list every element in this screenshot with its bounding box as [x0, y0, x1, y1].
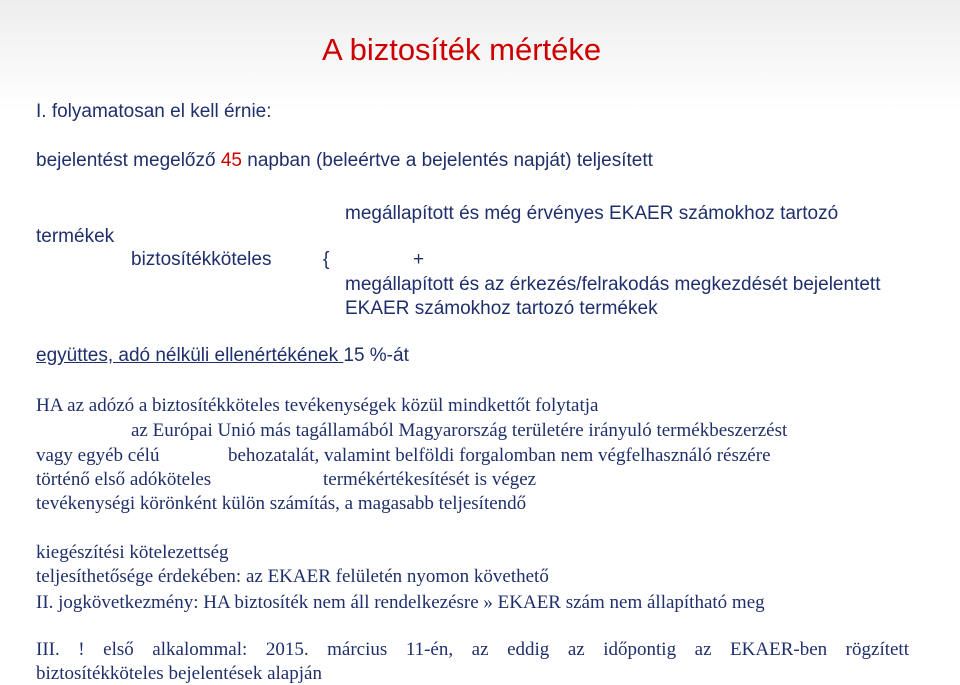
eligible-option-2-line-2: EKAER számokhoz tartozó termékek [345, 298, 658, 319]
section-2-line: II. jogkövetkezmény: HA biztosíték nem áll rendelkezésre » EKAER szám nem állapítható meg [36, 592, 765, 613]
report-days: 45 [220, 150, 242, 171]
plus-symbol: + [413, 249, 425, 270]
percent-underlined: együttes, adó nélküli ellenértékének [36, 345, 344, 366]
report-pre: bejelentést megelőző [36, 150, 221, 171]
supplement-line-2: teljesíthetősége érdekében: az EKAER felületén nyomon követhető [36, 566, 549, 587]
section-3-line-2: biztosítékköteles bejelentések alapján [36, 663, 322, 684]
percent-rest: 15 %-át [343, 345, 409, 366]
subject-label: biztosítékköteles [131, 249, 272, 270]
report-post: teljesített [571, 150, 653, 171]
page-title: A biztosíték mértéke [322, 32, 602, 67]
ha-line-2: az Európai Unió más tagállamából Magyarország területére irányuló termékbeszerzést [131, 420, 788, 441]
ha-line-3a: vagy egyéb célú [36, 445, 160, 466]
eligible-option-1: megállapított és még érvényes EKAER számokhoz tartozó [345, 203, 839, 224]
report-mid: napban [241, 150, 316, 171]
ha-line-4b: termékértékesítését is végez [323, 469, 537, 490]
report-paren: (beleértve a bejelentés napját) [315, 150, 572, 171]
ha-line-1: HA az adózó a biztosítékköteles tevékenységek közül mindkettőt folytatja [36, 395, 599, 416]
percent-line [36, 345, 409, 367]
products-label: termékek [36, 226, 115, 247]
ha-line-5: tevékenységi körönként külön számítás, a magasabb teljesítendő [36, 493, 527, 514]
supplement-line-1: kiegészítési kötelezettség [36, 542, 229, 563]
report-period-line [36, 150, 653, 172]
eligible-option-2-line-1: megállapított és az érkezés/felrakodás megkezdését bejelentett [345, 274, 881, 295]
ha-line-4a: történő első adóköteles [36, 469, 212, 490]
brace-symbol: { [323, 249, 330, 270]
section-3-line-1: III. ! első alkalommal: 2015. március 11-én, az eddig az időpontig az EKAER-ben rögzített [36, 639, 909, 660]
ha-line-3b: behozatalát, valamint belföldi forgalomban nem végfelhasználó részére [228, 445, 771, 466]
section-1-heading: I. folyamatosan el kell érnie: [36, 101, 272, 122]
